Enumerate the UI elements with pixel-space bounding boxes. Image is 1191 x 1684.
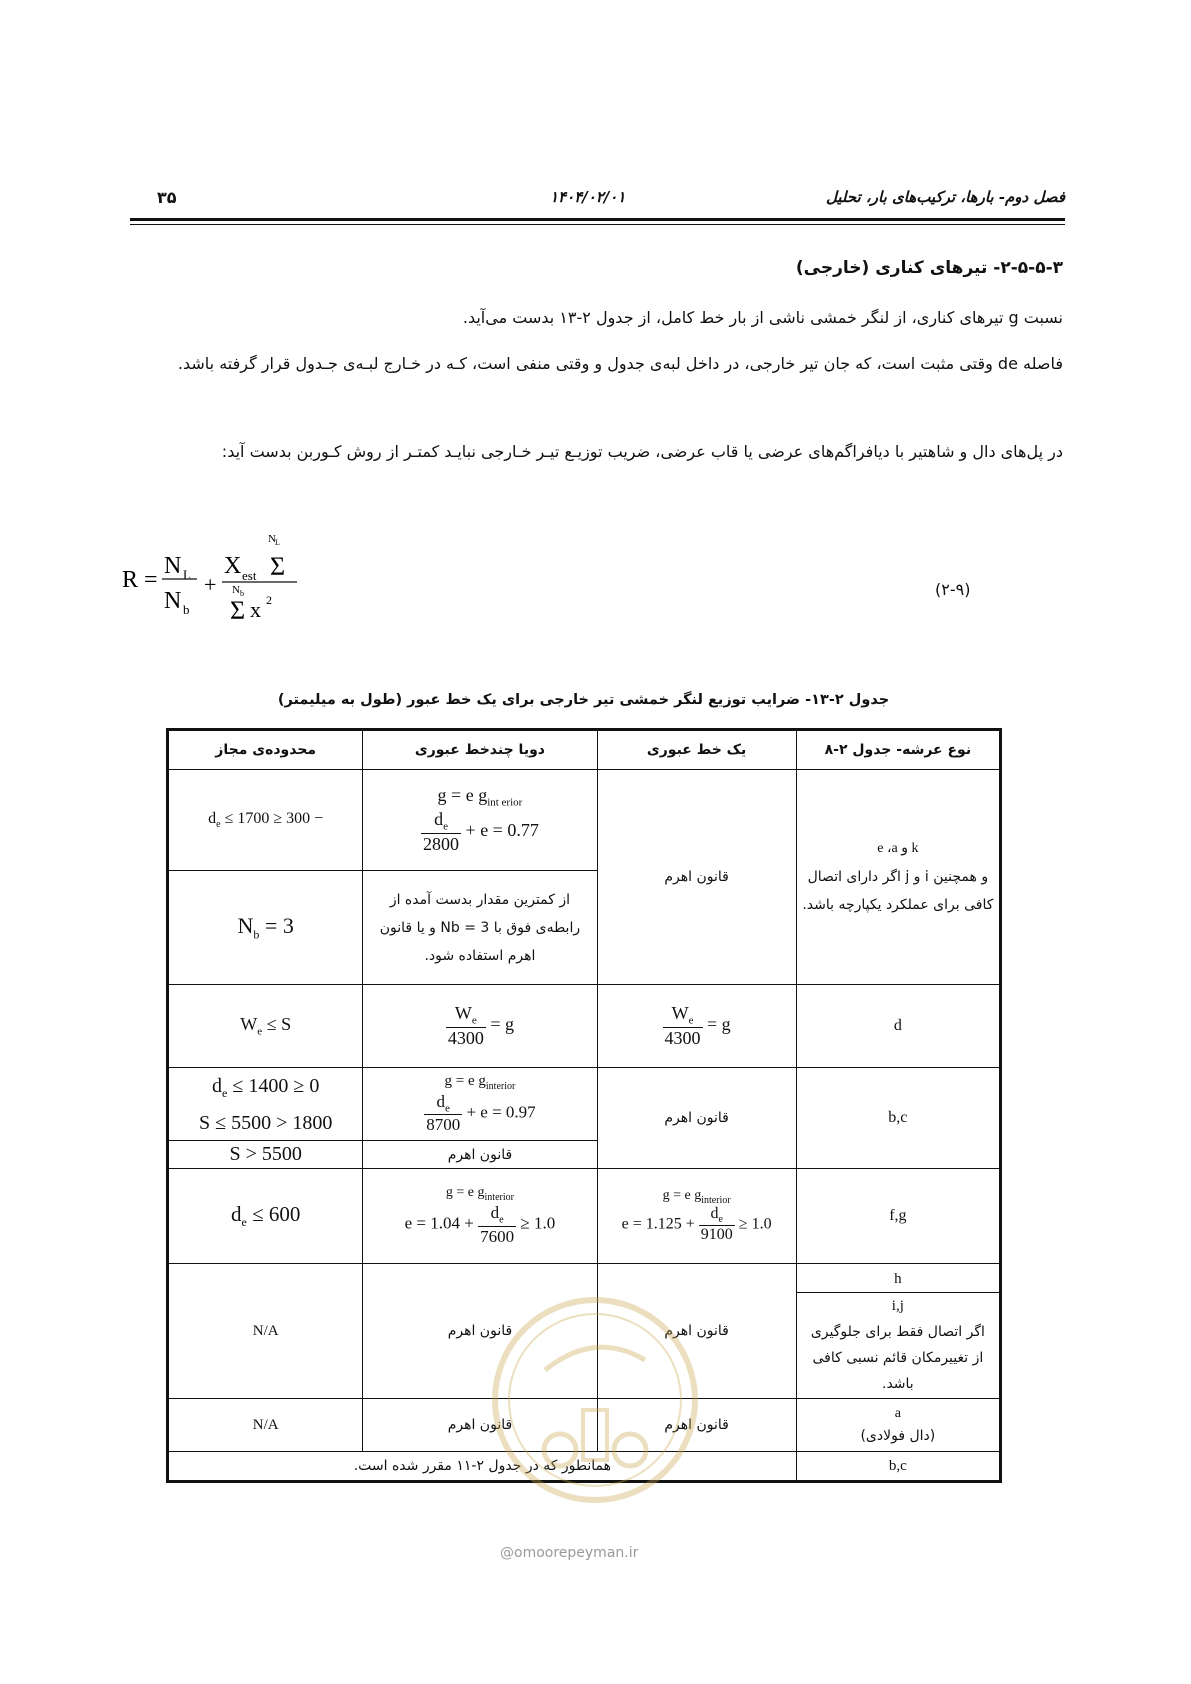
formula-nb: N — [164, 588, 182, 614]
range-cell: $d_e \le 600$ — [168, 1169, 363, 1264]
header-deck-type: نوع عرشه- جدول ۲-۸ — [796, 730, 1000, 770]
formula-nl: N — [164, 553, 182, 579]
corbin-formula — [122, 532, 322, 632]
paragraph-3: در پل‌های دال و شاهتیر با دیافراگم‌های عرضی یا قاب عرضی، ضریب توزیـع تیـر خـارجی نبایـد کمتـر از روش کـوربن بدست آید: — [221, 442, 1063, 461]
one-lane-cell: قانون اهرم — [597, 1399, 796, 1452]
one-lane-cell: قانون اهرم — [597, 770, 796, 985]
header-date: ۱۴۰۴/۰۲/۰۱ — [550, 188, 626, 206]
page-header — [130, 188, 1065, 218]
formula-lhs: R = — [122, 567, 158, 593]
table-row — [168, 1068, 1001, 1141]
range-cell: $0 \le d_e \le 1400$ 1800 < S ≤ 5500 — [168, 1068, 363, 1141]
deck-types: k و e ،a — [877, 841, 919, 856]
multi-lane-formula-cell: g = e $g_{int erior}$ e = 0.77 + $\frac{d_e}{2800}$ — [363, 770, 597, 871]
deck-cell: d — [796, 985, 1000, 1068]
formula-sum-top-limit-sub: L — [275, 538, 280, 547]
watermark-site: @omoorepeyman.ir — [500, 1545, 639, 1561]
section-title: ۲-۵-۵-۳- تیرهای کناری (خارجی) — [795, 258, 1063, 278]
range-cell: $N_b = 3$ — [168, 871, 363, 985]
table-header-row — [168, 730, 1001, 770]
watermark-seal-icon — [485, 1290, 705, 1510]
equation-number: (۲-۹) — [935, 580, 971, 599]
one-lane-cell: قانون اهرم — [597, 1068, 796, 1169]
deck-cell: b,c — [796, 1452, 1000, 1482]
header-range: محدوده‌ی مجاز — [168, 730, 363, 770]
table-row — [168, 1169, 1001, 1264]
formula-sum-bottom: Σ — [230, 596, 246, 625]
fraction: $\frac{d_e}{2800}$ — [423, 809, 460, 854]
deck-cell — [796, 1264, 1000, 1399]
one-lane-cell: g = $\frac{W_e}{4300}$ — [597, 985, 796, 1068]
range-cell: N/A — [168, 1264, 363, 1399]
paragraph-1: نسبت g تیرهای کناری، از لنگر خمشی ناشی از بار خط کامل، از جدول ۲-۱۳ بدست می‌آید. — [462, 308, 1063, 327]
range-cell: − $300 \le d_e \le 1700$ — [168, 770, 363, 871]
formula-xest-sub: est — [242, 568, 257, 583]
multi-lane-note-cell: از کمترین مقدار بدست آمده از رابطه‌ی فوق با Nb = 3 و یا قانون اهرم استفاده شود. — [363, 871, 597, 985]
table-row — [168, 770, 1001, 871]
formula-x: x — [250, 597, 261, 622]
range-cell: N/A — [168, 1399, 363, 1452]
deck-note: اگر اتصال فقط برای جلوگیری از تغییرمکان قائم نسبی کافی باشد. — [810, 1323, 985, 1392]
deck-ij: i,j — [891, 1297, 904, 1314]
header-one-lane: یک خط عبوری — [597, 730, 796, 770]
formula-plus: + — [204, 572, 217, 597]
formula-nb-sub: b — [183, 602, 190, 617]
header-rule-thin — [130, 224, 1065, 225]
note-cell: همانطور که در جدول ۲-۱۱ مقرر شده است. — [168, 1452, 797, 1482]
page-number: ۳۵ — [157, 188, 177, 207]
one-lane-cell: g = e $g_{interior}$ e = 1.125 + $\frac{d_e}{9100}$ ≥ 1.0 — [597, 1169, 796, 1264]
formula-sum-bottom-limit: N — [232, 584, 240, 596]
chapter-title: فصل دوم- بارها، ترکیب‌های بار، تحلیل — [825, 188, 1065, 206]
header-rule-thick — [130, 218, 1065, 221]
multi-lane-cell: g = e $g_{interior}$ e = 1.04 + $\frac{d_e}{7600}$ ≥ 1.0 — [363, 1169, 597, 1264]
formula-sum-bottom-limit-sub: b — [240, 589, 244, 598]
deck-cell: a (دال فولادی) — [796, 1399, 1000, 1452]
deck-note: و همچنین i و j اگر دارای اتصال کافی برای عملکرد یکپارچه باشد. — [802, 869, 994, 913]
formula-square: 2 — [266, 593, 272, 607]
deck-cell: f,g — [796, 1169, 1000, 1264]
one-lane-cell: قانون اهرم — [597, 1264, 796, 1399]
multi-lane-formula-cell: g = e $g_{interior}$ e = 0.97 + $\frac{d_e}{8700}$ — [363, 1068, 597, 1141]
table-caption: جدول ۲-۱۳- ضرایب توزیع لنگر خمشی تیر خارجی برای یک خط عبور (طول به میلیمتر) — [277, 692, 890, 708]
deck-cell: b,c — [796, 1068, 1000, 1169]
formula-sum-top: Σ — [270, 552, 286, 581]
formula-sum-top-limit: N — [268, 533, 276, 545]
range-cell: $W_e \le S$ — [168, 985, 363, 1068]
multi-lane-cell: قانون اهرم — [363, 1399, 597, 1452]
paragraph-2: فاصله de وقتی مثبت است، که جان تیر خارجی، در داخل لبه‌ی جدول و وقتی منفی است، کـه در خـارج لبـه‌ی جـدول قرار گرفته باشد. — [177, 354, 1063, 373]
multi-lane-cell: قانون اهرم — [363, 1264, 597, 1399]
deck-cell — [796, 770, 1000, 985]
multi-lane-cell: g = $\frac{W_e}{4300}$ — [363, 985, 597, 1068]
formula-graphic — [122, 532, 322, 632]
deck-h: h — [797, 1266, 999, 1293]
formula-xest: X — [224, 553, 242, 579]
formula-nl-sub: L — [183, 567, 191, 582]
table-row — [168, 985, 1001, 1068]
multi-lane-cell: قانون اهرم — [363, 1141, 597, 1169]
header-multi-lane: دویا چندخط عبوری — [363, 730, 597, 770]
range-cell: S > 5500 — [168, 1141, 363, 1169]
